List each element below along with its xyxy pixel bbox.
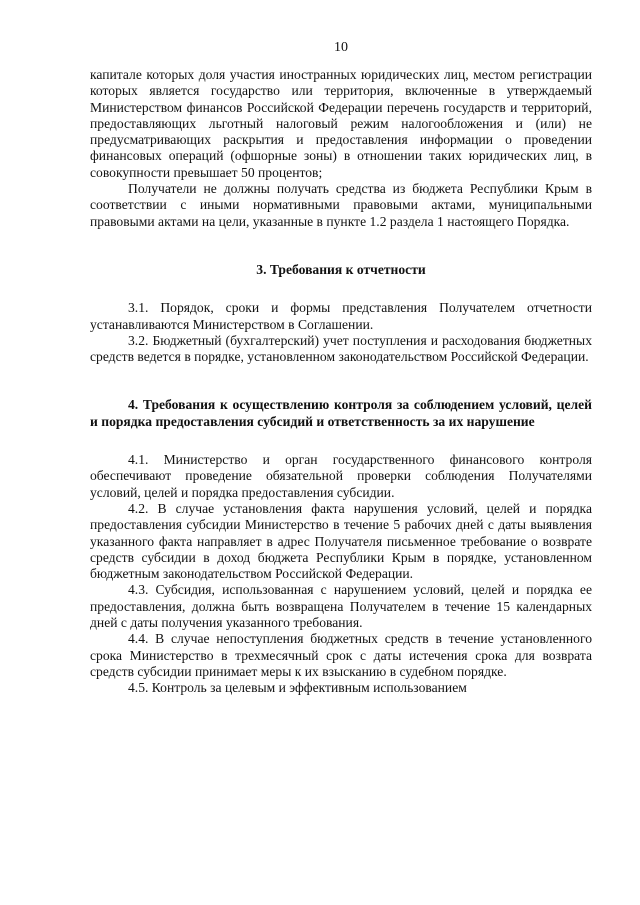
section-3-heading: 3. Требования к отчетности — [256, 261, 426, 277]
spacer — [90, 430, 592, 452]
clause-4-2: 4.2. В случае установления факта нарушения условий, целей и порядка предоставления субсидии Министерство в течение 5 рабочих дней с даты выявления указанного факта направляет в адрес Получателя письменное требование о возврате средств субсидии в доход бюджета Республики Крым в порядке, установленном бюджетным законодательством Российской Федерации. — [90, 500, 592, 582]
paragraph-offshore: капитале которых доля участия иностранных юридических лиц, местом регистрации которых является государство или территория, включенные в утверждаемый Министерством финансов Российской Федерации перечень государств и территорий, предоставляющих льготный налоговый режим налогообложения и (или) не предусматривающих раскрытия и предоставления информации о проведении финансовых операций (офшорные зоны) в отношении таких юридических лиц, в совокупности превышает 50 процентов; — [90, 67, 592, 180]
section-4-heading: 4. Требования к осуществлению контроля за соблюдением условий, целей и порядка предоставления субсидий и ответственность за их нарушение — [90, 397, 592, 429]
spacer — [90, 230, 592, 262]
spacer — [90, 278, 592, 300]
clause-4-3: 4.3. Субсидия, использованная с нарушением условий, целей и порядка ее предоставления, должна быть возвращена Получателем в течение 15 календарных дней с даты получения указанного требования. — [90, 582, 592, 631]
page-number: 10 — [334, 40, 348, 55]
spacer — [90, 365, 592, 397]
clause-3-2: 3.2. Бюджетный (бухгалтерский) учет поступления и расходования бюджетных средств ведется в порядке, установленном законодательством Российской Федерации. — [90, 332, 592, 365]
paragraph-recipients: Получатели не должны получать средства из бюджета Республики Крым в соответствии с иными нормативными правовыми актами, муниципальными правовыми актами на цели, указанные в пункте 1.2 раздела 1 настоящего Порядка. — [90, 181, 592, 229]
document-body — [90, 67, 592, 697]
clause-4-4: 4.4. В случае непоступления бюджетных средств в течение установленного срока Министерство в трехмесячный срок с даты истечения срока для возврата средств субсидии принимает меры к их взысканию в судебном порядке. — [90, 631, 592, 679]
clause-4-1: 4.1. Министерство и орган государственного финансового контроля обеспечивают проведение обязательной проверки соблюдения Получателями условий, целей и порядка предоставления субсидии. — [90, 452, 592, 500]
clause-3-1: 3.1. Порядок, сроки и формы представления Получателем отчетности устанавливаются Министерством в Соглашении. — [90, 300, 592, 332]
clause-4-5: 4.5. Контроль за целевым и эффективным использованием — [128, 680, 467, 696]
